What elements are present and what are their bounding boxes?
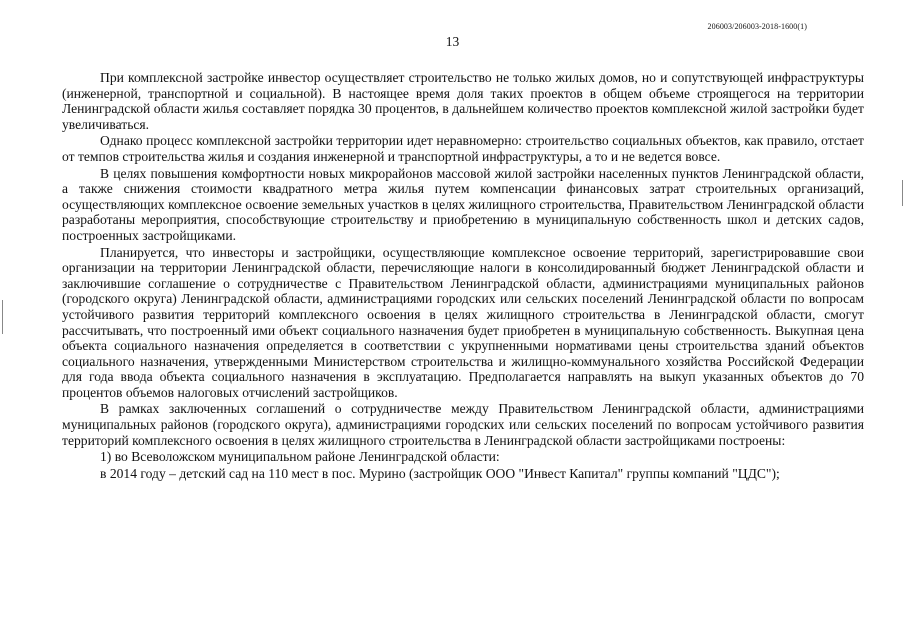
paragraph: Планируется, что инвесторы и застройщики, осуществляющие комплексное освоение территорий, зарегистрировавшие свои организации на территории Ленинградской области, перечисляющие налоги в консолидированный бюджет Ленинградской области и заключившие соглашение о сотрудничестве с Правительством Ленинградской области, администрациями муниципальных районов (городского округа) Ленинградской области, администрациями городских или сельских поселений Ленинградской области по вопросам устойчивого развития территорий комплексного освоения в целях жилищного строительства в Ленинградской области, смогут рассчитывать, что построенный ими объект социального назначения будет приобретен в муниципальную собственность. Выкупная цена объекта социального назначения определяется в соответствии с укрупненными нормативами цены строительства зданий объектов социального назначения, утвержденными Министерством строительства и жилищно-коммунального хозяйства Российской Федерации для года ввода объекта социального назначения в эксплуатацию. Предполагается направлять на выкуп указанных объектов до 70 процентов объемов налоговых отчислений застройщиков.: [62, 244, 864, 400]
document-body: [62, 70, 864, 482]
paragraph: Однако процесс комплексной застройки территории идет неравномерно: строительство социальных объектов, как правило, отстает от темпов строительства жилья и создания инженерной и транспортной инфраструктуры, а то и не ведется вовсе.: [62, 133, 864, 164]
scan-edge-mark: [902, 180, 903, 206]
scan-edge-mark: [2, 300, 3, 334]
paragraph: В целях повышения комфортности новых микрорайонов массовой жилой застройки населенных пунктов Ленинградской области, а также снижения стоимости квадратного метра жилья путем компенсации финансовых затрат строительных организаций, осуществляющих комплексное освоение земельных участков в целях жилищного строительства, Правительством Ленинградской области разработаны мероприятия, способствующие строительству и приобретению в муниципальную собственность школ и детских садов, построенных застройщиками.: [62, 165, 864, 243]
paragraph: В рамках заключенных соглашений о сотрудничестве между Правительством Ленинградской области, администрациями муниципальных районов (городского округа), администрациями городских или сельских поселений по вопросам устойчивого развития территорий комплексного освоения в целях жилищного строительства в Ленинградской области застройщиками построены:: [62, 401, 864, 448]
list-item: в 2014 году – детский сад на 110 мест в пос. Мурино (застройщик ООО "Инвест Капитал" группы компаний "ЦДС");: [100, 465, 780, 481]
document-code: 206003/206003-2018-1600(1): [707, 22, 807, 31]
paragraph: При комплексной застройке инвестор осуществляет строительство не только жилых домов, но и сопутствующей инфраструктуры (инженерной, транспортной и социальной). В настоящее время доля таких проектов в общем объеме строящегося на территории Ленинградской области жилья составляет порядка 30 процентов, в дальнейшем количество проектов комплексной жилой застройки будет увеличиваться.: [62, 70, 864, 132]
list-heading: 1) во Всеволожском муниципальном районе Ленинградской области:: [100, 449, 500, 465]
page-number: 13: [445, 34, 460, 49]
